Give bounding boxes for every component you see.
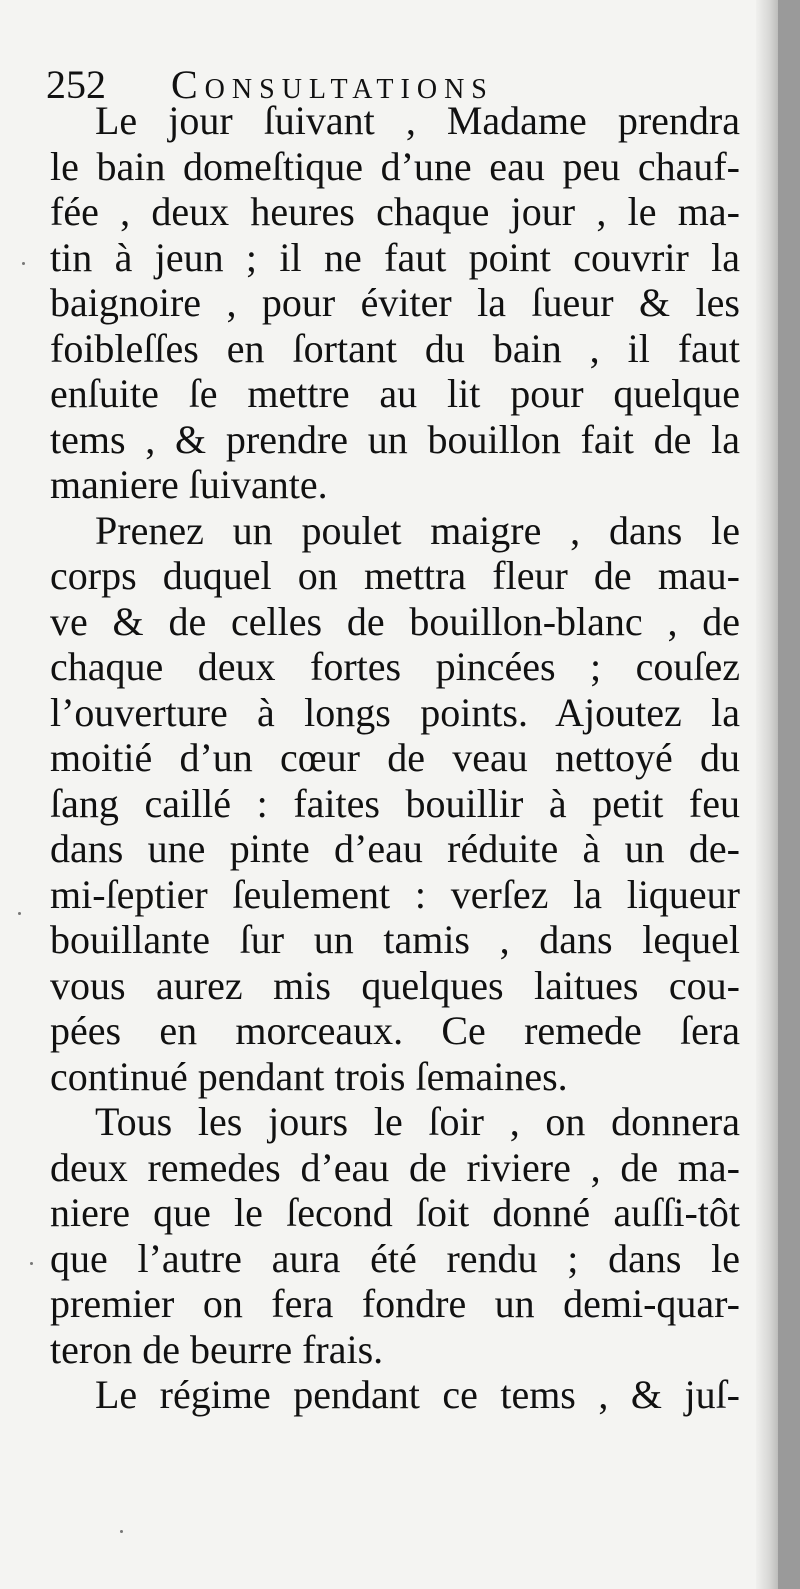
text-line: chaque deux fortes pincées ; couſez	[50, 644, 740, 689]
text-line: moitié d’un cœur de veau nettoyé du	[50, 735, 740, 780]
text-line: baignoire , pour éviter la ſueur & les	[50, 280, 740, 325]
text-line: premier on fera fondre un demi-quar-	[50, 1281, 740, 1326]
text-line: dans une pinte d’eau réduite à un de-	[50, 826, 740, 871]
text-line: tin à jeun ; il ne faut point couvrir la	[50, 234, 740, 280]
text-line: continué pendant trois ſemaines.	[50, 1053, 568, 1099]
text-line: Le régime pendant ce tems , & juſ-	[95, 1372, 740, 1417]
page-edge-shadow	[756, 0, 778, 1589]
text-line: corps duquel on mettra fleur de mau-	[50, 553, 740, 598]
text-line: maniere ſuivante.	[50, 462, 328, 507]
ink-speck	[18, 912, 21, 915]
text-line: ve & de celles de bouillon-blanc , de	[50, 598, 740, 644]
text-line: Tous les jours le ſoir , on donnera	[95, 1099, 740, 1144]
text-line: fée , deux heures chaque jour , le ma-	[50, 189, 740, 234]
text-line: l’ouverture à longs points. Ajoutez la	[50, 689, 740, 735]
text-line: teron de beurre frais.	[50, 1326, 384, 1372]
text-line: tems , & prendre un bouillon fait de la	[50, 416, 740, 462]
text-line: foibleſſes en ſortant du bain , il faut	[50, 325, 740, 371]
text-line: pées en morceaux. Ce remede ſera	[50, 1008, 740, 1053]
page-number: 252	[46, 62, 106, 107]
text-line: que l’autre aura été rendu ; dans le	[50, 1235, 740, 1281]
running-title: Consultations	[171, 62, 494, 107]
text-line: ſang caillé : faites bouillir à petit feu	[50, 780, 740, 826]
paragraph-4	[50, 1372, 740, 1418]
paragraph-3	[50, 1099, 740, 1372]
text-line: deux remedes d’eau de riviere , de ma-	[50, 1144, 740, 1190]
text-line: Prenez un poulet maigre , dans le	[95, 507, 740, 553]
text-line: vous aurez mis quelques laitues cou-	[50, 962, 740, 1008]
body-text	[50, 98, 740, 1418]
text-line: mi-ſeptier ſeulement : verſez la liqueur	[50, 871, 740, 917]
text-line: bouillante ſur un tamis , dans lequel	[50, 917, 740, 962]
ink-speck	[120, 1530, 123, 1533]
text-line: Le jour ſuivant , Madame prendra	[95, 98, 740, 143]
ink-speck	[30, 1262, 33, 1265]
text-line: niere que le ſecond ſoit donné auſſi-tôt	[50, 1190, 740, 1235]
text-line: enſuite ſe mettre au lit pour quelque	[50, 371, 740, 416]
paragraph-2	[50, 508, 740, 1100]
text-line: le bain domeſtique d’une eau peu chauf-	[50, 143, 740, 189]
paragraph-1	[50, 98, 740, 508]
ink-speck	[22, 262, 25, 265]
